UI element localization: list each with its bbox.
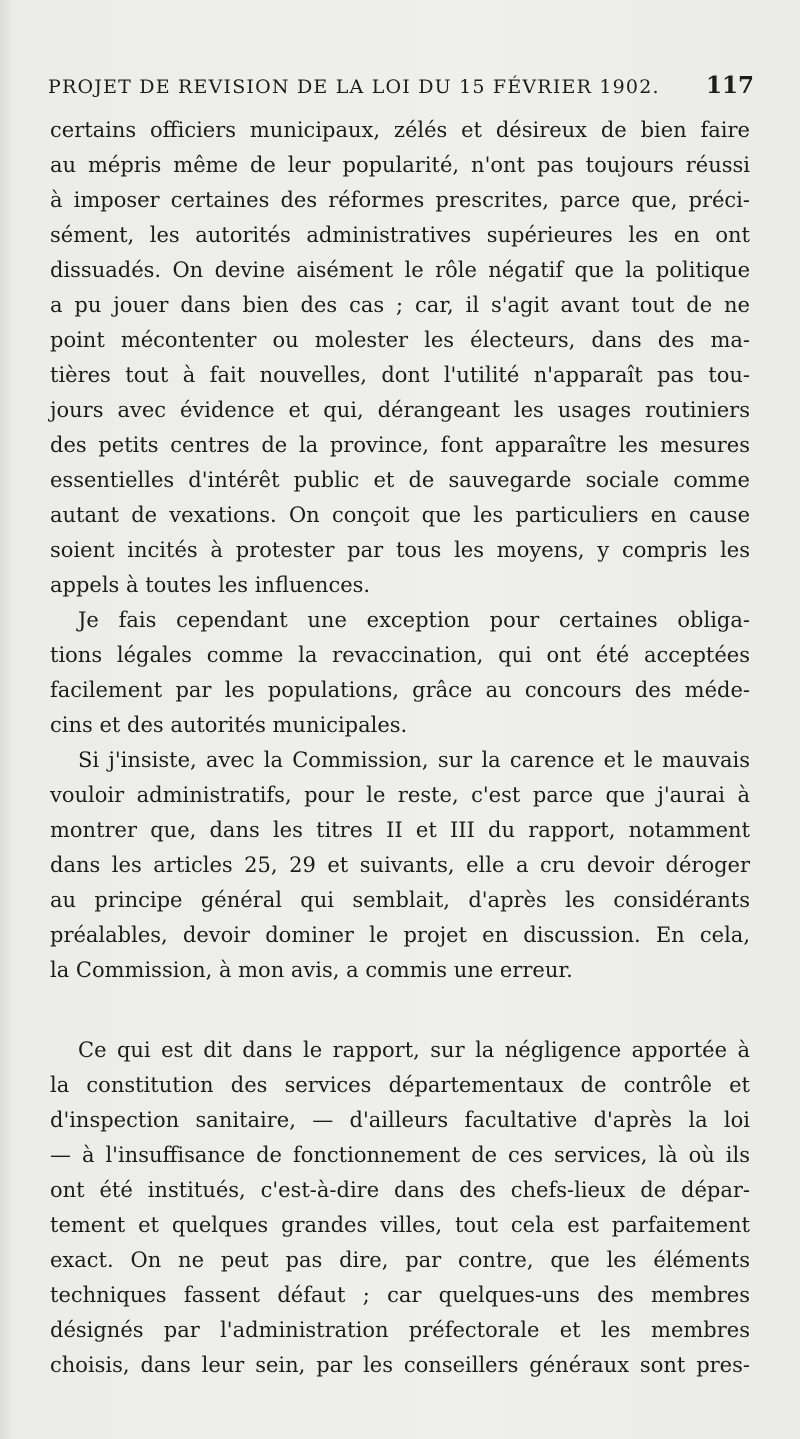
text-line: essentielles d'intérêt public et de sauvegarde sociale comme xyxy=(50,468,750,492)
text-line: autant de vexations. On conçoit que les particuliers en cause xyxy=(50,503,750,527)
text-line: préalables, devoir dominer le projet en discussion. En cela, xyxy=(50,923,750,947)
text-line: point mécontenter ou molester les électeurs, dans des ma- xyxy=(50,328,750,352)
text-line: certains officiers municipaux, zélés et désireux de bien faire xyxy=(50,118,750,142)
text-line: dans les articles 25, 29 et suivants, elle a cru devoir déroger xyxy=(50,853,750,877)
text-line: dissuadés. On devine aisément le rôle négatif que la politique xyxy=(50,258,750,282)
text-line: Je fais cependant une exception pour certaines obliga- xyxy=(78,608,750,632)
text-line: Si j'insiste, avec la Commission, sur la carence et le mauvais xyxy=(78,748,750,772)
text-line: la constitution des services départementaux de contrôle et xyxy=(50,1073,750,1097)
text-line: des petits centres de la province, font apparaître les mesures xyxy=(50,433,750,457)
page-header xyxy=(48,72,754,106)
text-line: au principe général qui semblait, d'après les considérants xyxy=(50,888,750,912)
text-line: Ce qui est dit dans le rapport, sur la négligence apportée à xyxy=(78,1038,750,1062)
text-line: au mépris même de leur popularité, n'ont pas toujours réussi xyxy=(50,153,750,177)
text-line: sément, les autorités administratives supérieures les en ont xyxy=(50,223,750,247)
text-line: cins et des autorités municipales. xyxy=(50,713,408,737)
page-number: 117 xyxy=(705,72,754,99)
text-line: tement et quelques grandes villes, tout cela est parfaitement xyxy=(50,1213,750,1237)
text-line: exact. On ne peut pas dire, par contre, que les éléments xyxy=(50,1248,750,1272)
running-title: PROJET DE REVISION DE LA LOI DU 15 FÉVRIER 1902. xyxy=(48,76,660,98)
text-line: désignés par l'administration préfectorale et les membres xyxy=(50,1318,750,1342)
text-line: — à l'insuffisance de fonctionnement de ces services, là où ils xyxy=(50,1143,750,1167)
text-line: choisis, dans leur sein, par les conseillers généraux sont pres- xyxy=(50,1353,750,1377)
text-line: tières tout à fait nouvelles, dont l'utilité n'apparaît pas tou- xyxy=(50,363,750,387)
text-line: techniques fassent défaut ; car quelques-uns des membres xyxy=(50,1283,750,1307)
text-line: appels à toutes les influences. xyxy=(50,573,371,597)
text-line: jours avec évidence et qui, dérangeant les usages routiniers xyxy=(50,398,750,422)
text-line: à imposer certaines des réformes prescrites, parce que, préci- xyxy=(50,188,750,212)
text-line: a pu jouer dans bien des cas ; car, il s'agit avant tout de ne xyxy=(50,293,750,317)
text-line: tions légales comme la revaccination, qui ont été acceptées xyxy=(50,643,750,667)
text-line: montrer que, dans les titres II et III du rapport, notamment xyxy=(50,818,750,842)
text-line: la Commission, à mon avis, a commis une erreur. xyxy=(50,958,573,982)
text-line: facilement par les populations, grâce au concours des méde- xyxy=(50,678,750,702)
text-line: ont été institués, c'est-à-dire dans des chefs-lieux de dépar- xyxy=(50,1178,750,1202)
text-line: vouloir administratifs, pour le reste, c'est parce que j'aurai à xyxy=(50,783,750,807)
text-line: d'inspection sanitaire, — d'ailleurs facultative d'après la loi xyxy=(50,1108,750,1132)
text-line: soient incités à protester par tous les moyens, y compris les xyxy=(50,538,750,562)
